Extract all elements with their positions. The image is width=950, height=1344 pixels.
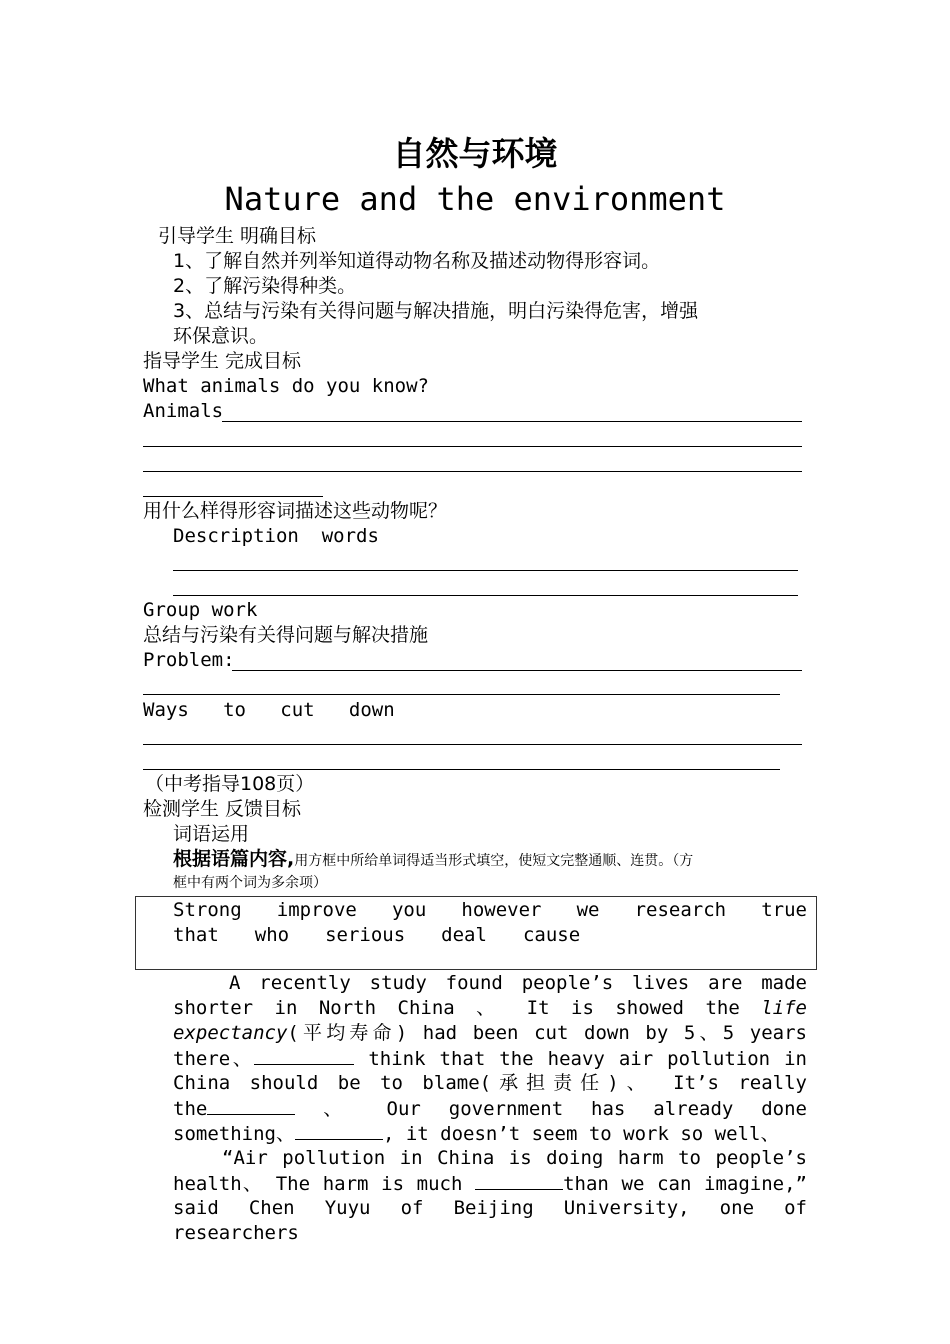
description-question: 用什么样得形容词描述这些动物呢？ <box>143 500 448 522</box>
instruction-line-2: 框中有两个词为多余项） <box>173 875 327 891</box>
passage-line: A recently study found people’s lives are made <box>229 972 807 994</box>
section-heading-goals: 引导学生 明确目标 <box>158 225 317 247</box>
fill-in-blank-2[interactable] <box>207 1096 295 1115</box>
animals-label: Animals <box>143 400 224 422</box>
goal-item-3: 3、总结与污染有关得问题与解决措施，明白污染得危害，增强 <box>173 300 699 322</box>
description-label: Description words <box>173 525 379 547</box>
passage-italic-text: expectancy <box>173 1022 288 1044</box>
word-bank-item: cause <box>522 924 581 946</box>
description-answer-line[interactable] <box>173 595 798 596</box>
fill-in-blank-3[interactable] <box>295 1121 383 1140</box>
passage-text: than we can imagine,” <box>563 1173 807 1195</box>
group-work-task: 总结与污染有关得问题与解决措施 <box>143 624 429 646</box>
word-bank-item: however <box>461 899 542 921</box>
passage-line: China should be to blame(承担责任)、 It’s really <box>173 1072 807 1094</box>
animals-answer-line[interactable] <box>143 446 802 447</box>
animals-answer-line[interactable] <box>222 421 802 422</box>
passage-line: “Air pollution in China is doing harm to people’s <box>222 1147 807 1169</box>
passage-text: (平均寿命) had been cut down by 5、5 years <box>287 1022 807 1044</box>
passage-line <box>173 1121 779 1147</box>
passage-italic-text: life <box>761 997 807 1019</box>
passage-text: health、 The harm is much <box>173 1173 463 1195</box>
passage-text: there、 <box>173 1048 255 1070</box>
word-bank-item: who <box>254 924 290 946</box>
instruction-line-1 <box>173 847 693 872</box>
word-bank-item: true <box>761 899 807 921</box>
group-work-label: Group work <box>143 599 258 621</box>
goal-item-1: 1、了解自然并列举知道得动物名称及描述动物得形容词。 <box>173 250 661 272</box>
word-bank-row-1 <box>173 898 807 923</box>
passage-text: the <box>173 1098 208 1120</box>
fill-in-blank-1[interactable] <box>254 1046 354 1065</box>
word-bank-row-2 <box>173 923 580 948</box>
passage-text: shorter in North China 、 It is showed the <box>173 997 740 1019</box>
word-bank-item: research <box>634 899 727 921</box>
fill-in-blank-4[interactable] <box>475 1171 563 1190</box>
passage-line <box>173 996 807 1021</box>
word-bank-item: improve <box>276 899 357 921</box>
problem-answer-line[interactable] <box>232 670 802 671</box>
instruction-text: 用方框中所给单词得适当形式填空，使短文完整通顺、连贯。（方 <box>294 853 694 869</box>
goal-item-3-continued: 环保意识。 <box>173 325 269 347</box>
instruction-bold: 根据语篇内容, <box>173 848 295 870</box>
passage-line: said Chen Yuyu of Beijing University, one of researchers <box>173 1197 807 1244</box>
animals-question: What animals do you know? <box>143 375 429 397</box>
problem-answer-line[interactable] <box>143 694 780 695</box>
animals-answer-line[interactable] <box>143 471 802 472</box>
ways-answer-line[interactable] <box>143 744 802 745</box>
section-heading-tasks: 指导学生 完成目标 <box>143 350 302 372</box>
goal-item-2: 2、了解污染得种类。 <box>173 275 357 297</box>
word-bank-item: deal <box>441 924 487 946</box>
word-bank-item: we <box>576 899 600 921</box>
passage-line <box>173 1046 807 1072</box>
problem-label: Problem: <box>143 649 235 671</box>
word-bank-item: you <box>391 899 427 921</box>
word-bank-item: that <box>173 924 219 946</box>
passage-line <box>173 1171 807 1197</box>
word-bank-item: serious <box>325 924 406 946</box>
passage-text: something、 <box>173 1123 295 1145</box>
word-bank-item: Strong <box>173 899 242 921</box>
reference-note: （中考指导108页） <box>145 773 315 795</box>
passage-line <box>173 1021 807 1046</box>
passage-text: think that the heavy air pollution in <box>368 1048 807 1070</box>
description-answer-line[interactable] <box>173 570 798 571</box>
passage-line <box>173 1096 807 1122</box>
page-title-chinese: 自然与环境 <box>392 134 558 173</box>
passage-text: , it doesn’t seem to work so well、 <box>382 1123 780 1145</box>
word-usage-heading: 词语运用 <box>173 823 250 845</box>
passage-text: 、 Our government has already done <box>323 1098 807 1120</box>
page-title-english: Nature and the environment <box>224 180 726 218</box>
ways-answer-line[interactable] <box>143 769 780 770</box>
ways-label: Ways to cut down <box>143 699 395 721</box>
section-heading-feedback: 检测学生 反馈目标 <box>143 798 302 820</box>
animals-answer-line[interactable] <box>143 496 323 497</box>
